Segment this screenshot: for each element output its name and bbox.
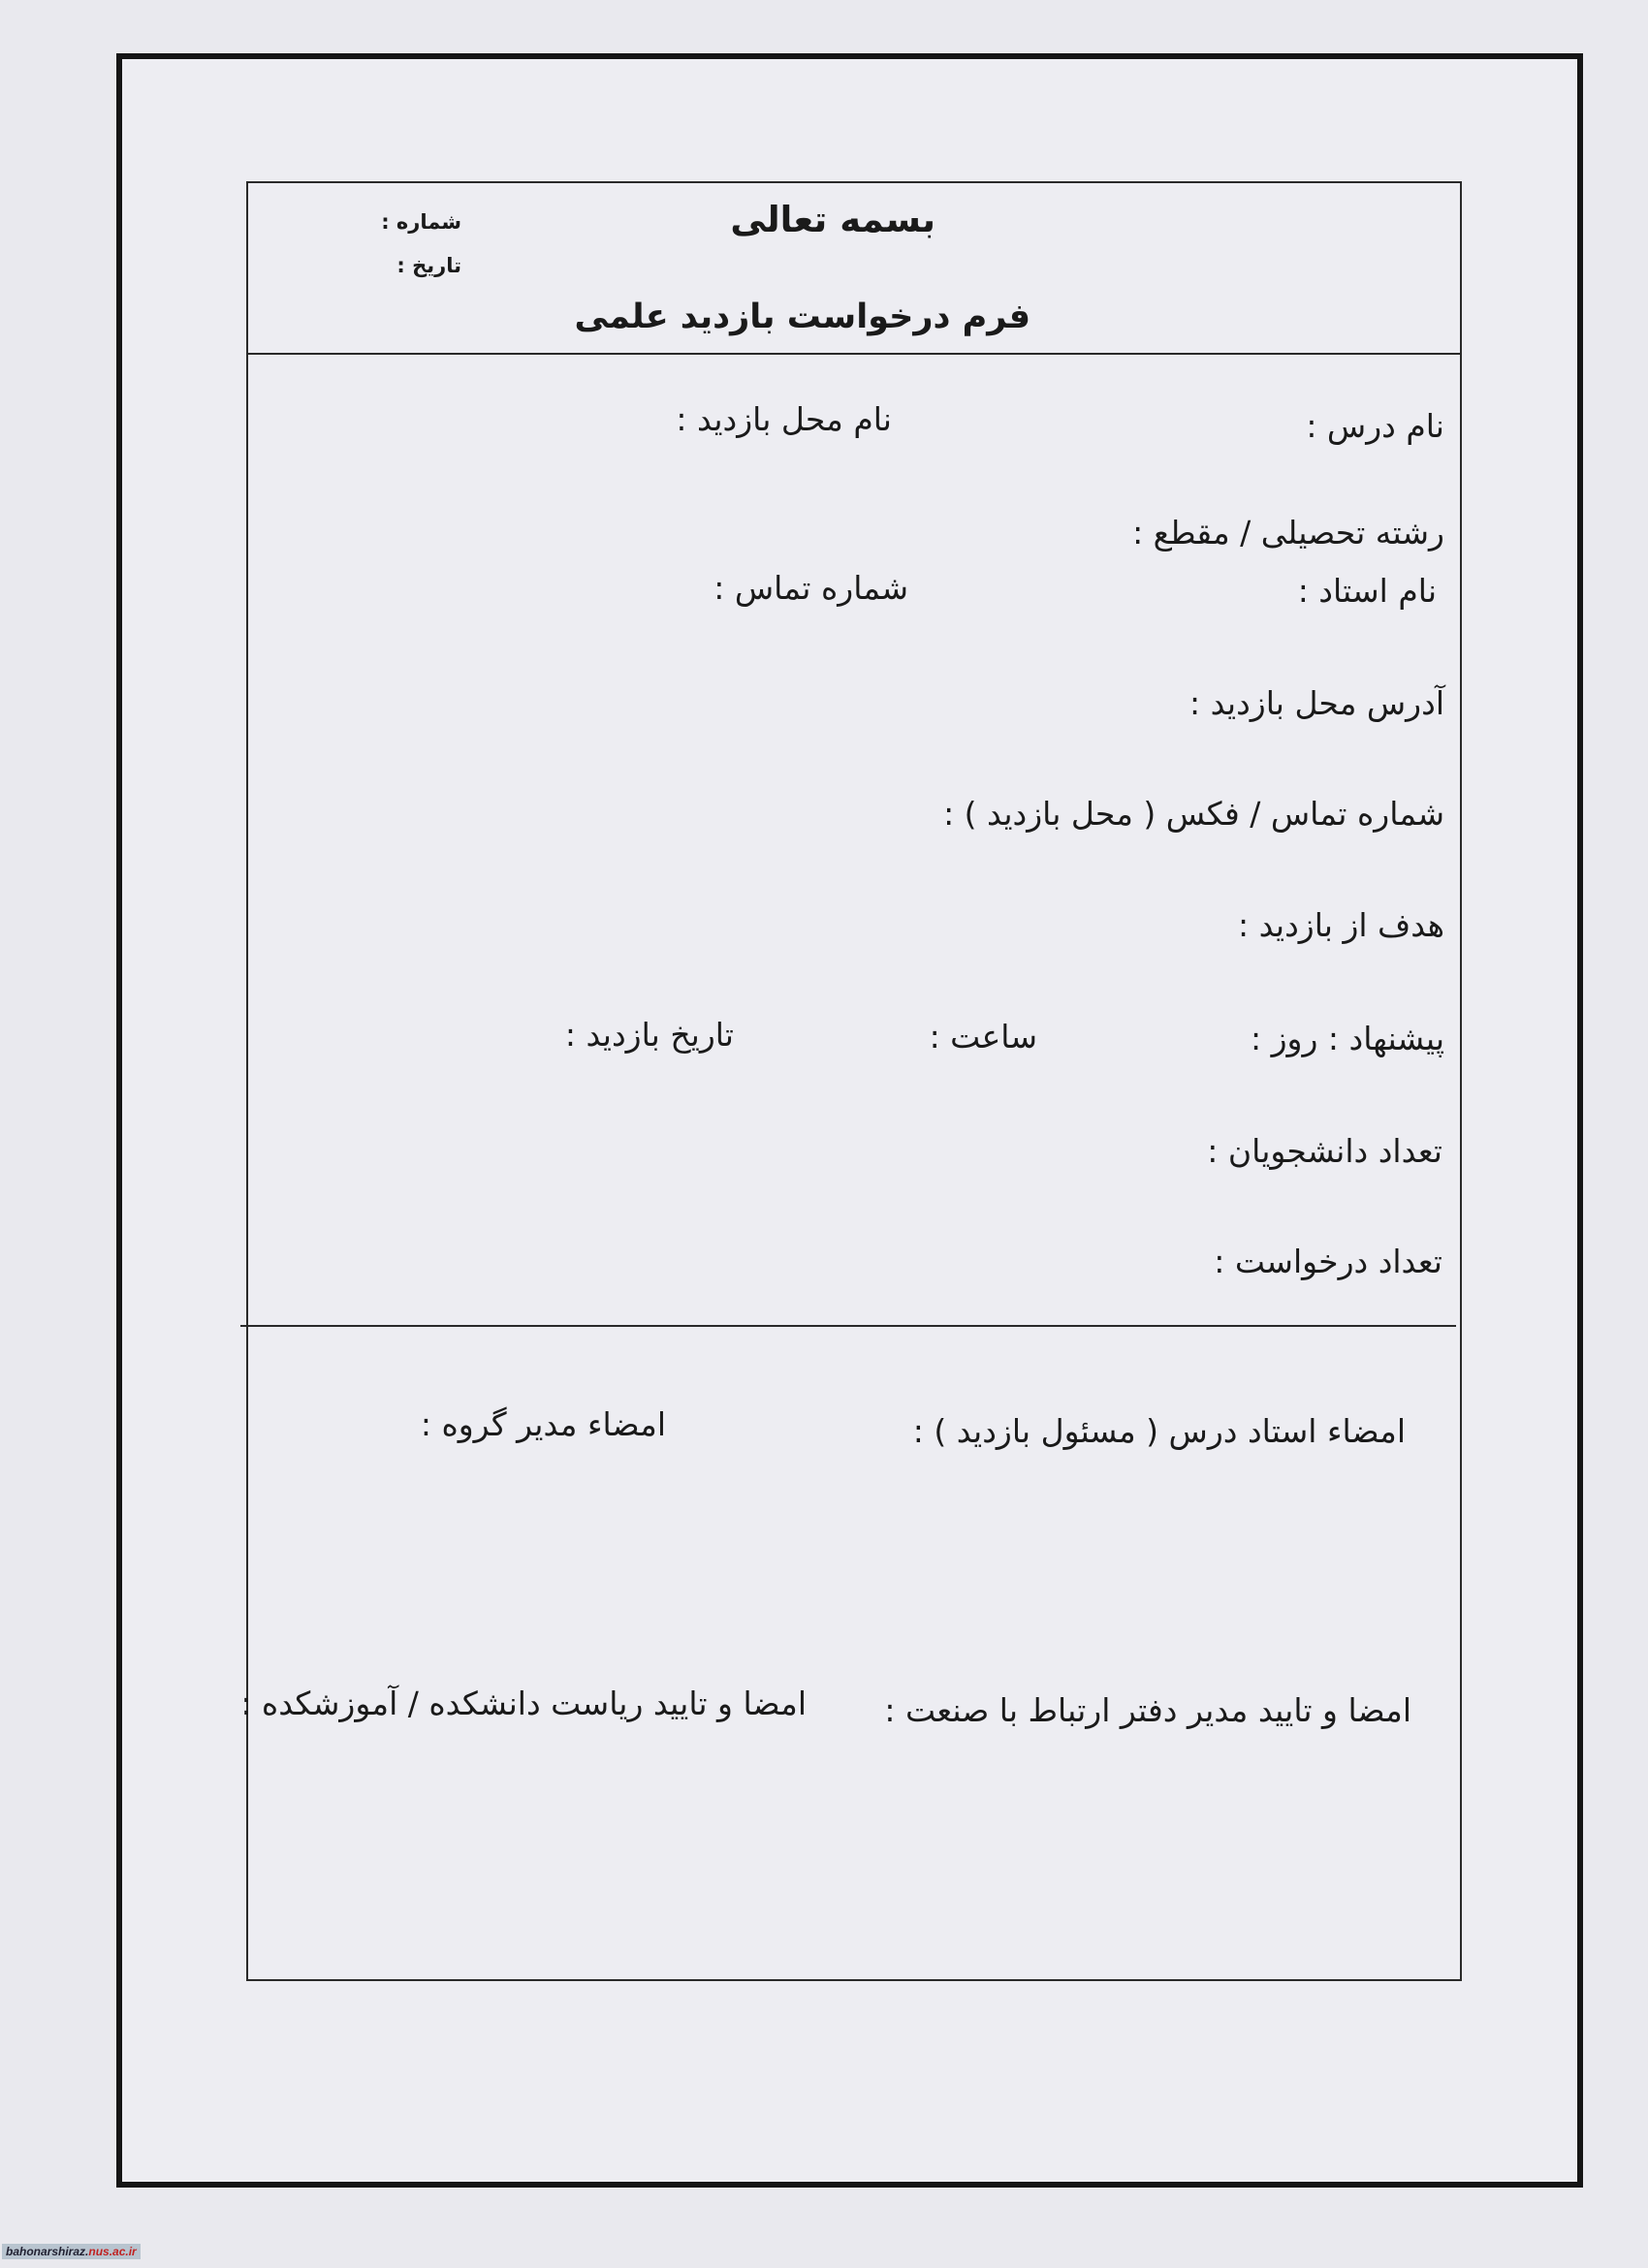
faculty-head-signature-label: امضا و تایید ریاست دانشکده / آموزشکده : — [240, 1685, 807, 1722]
visit-date-label: تاریخ بازدید : — [564, 1016, 734, 1054]
header-divider — [246, 353, 1462, 355]
number-label: شماره : — [381, 210, 461, 234]
contact-number-label: شماره تماس : — [713, 569, 908, 607]
professor-name-label: نام استاد : — [1297, 572, 1437, 610]
signature-divider — [240, 1325, 1456, 1327]
course-name-label: نام درس : — [1306, 407, 1444, 445]
visit-phone-fax-label: شماره تماس / فکس ( محل بازدید ) : — [943, 795, 1444, 833]
visit-goal-label: هدف از بازدید : — [1237, 906, 1444, 944]
hour-label: ساعت : — [929, 1018, 1037, 1055]
visit-place-name-label: نام محل بازدید : — [676, 400, 892, 438]
form-title: فرم درخواست بازدید علمی — [574, 298, 1030, 336]
bismillah-heading: بسمه تعالی — [730, 199, 935, 240]
proposal-day-label: پیشنهاد : روز : — [1250, 1020, 1444, 1057]
site-watermark: bahonarshiraz.nus.ac.ir — [2, 2244, 141, 2259]
date-label: تاریخ : — [396, 254, 461, 277]
course-professor-signature-label: امضاء استاد درس ( مسئول بازدید ) : — [912, 1412, 1406, 1450]
student-count-label: تعداد دانشجویان : — [1207, 1132, 1442, 1170]
visit-address-label: آدرس محل بازدید : — [1188, 684, 1444, 722]
industry-office-signature-label: امضا و تایید مدیر دفتر ارتباط با صنعت : — [884, 1691, 1411, 1729]
request-count-label: تعداد درخواست : — [1214, 1243, 1442, 1280]
major-level-label: رشته تحصیلی / مقطع : — [1132, 514, 1444, 551]
group-manager-signature-label: امضاء مدیر گروه : — [420, 1405, 666, 1443]
